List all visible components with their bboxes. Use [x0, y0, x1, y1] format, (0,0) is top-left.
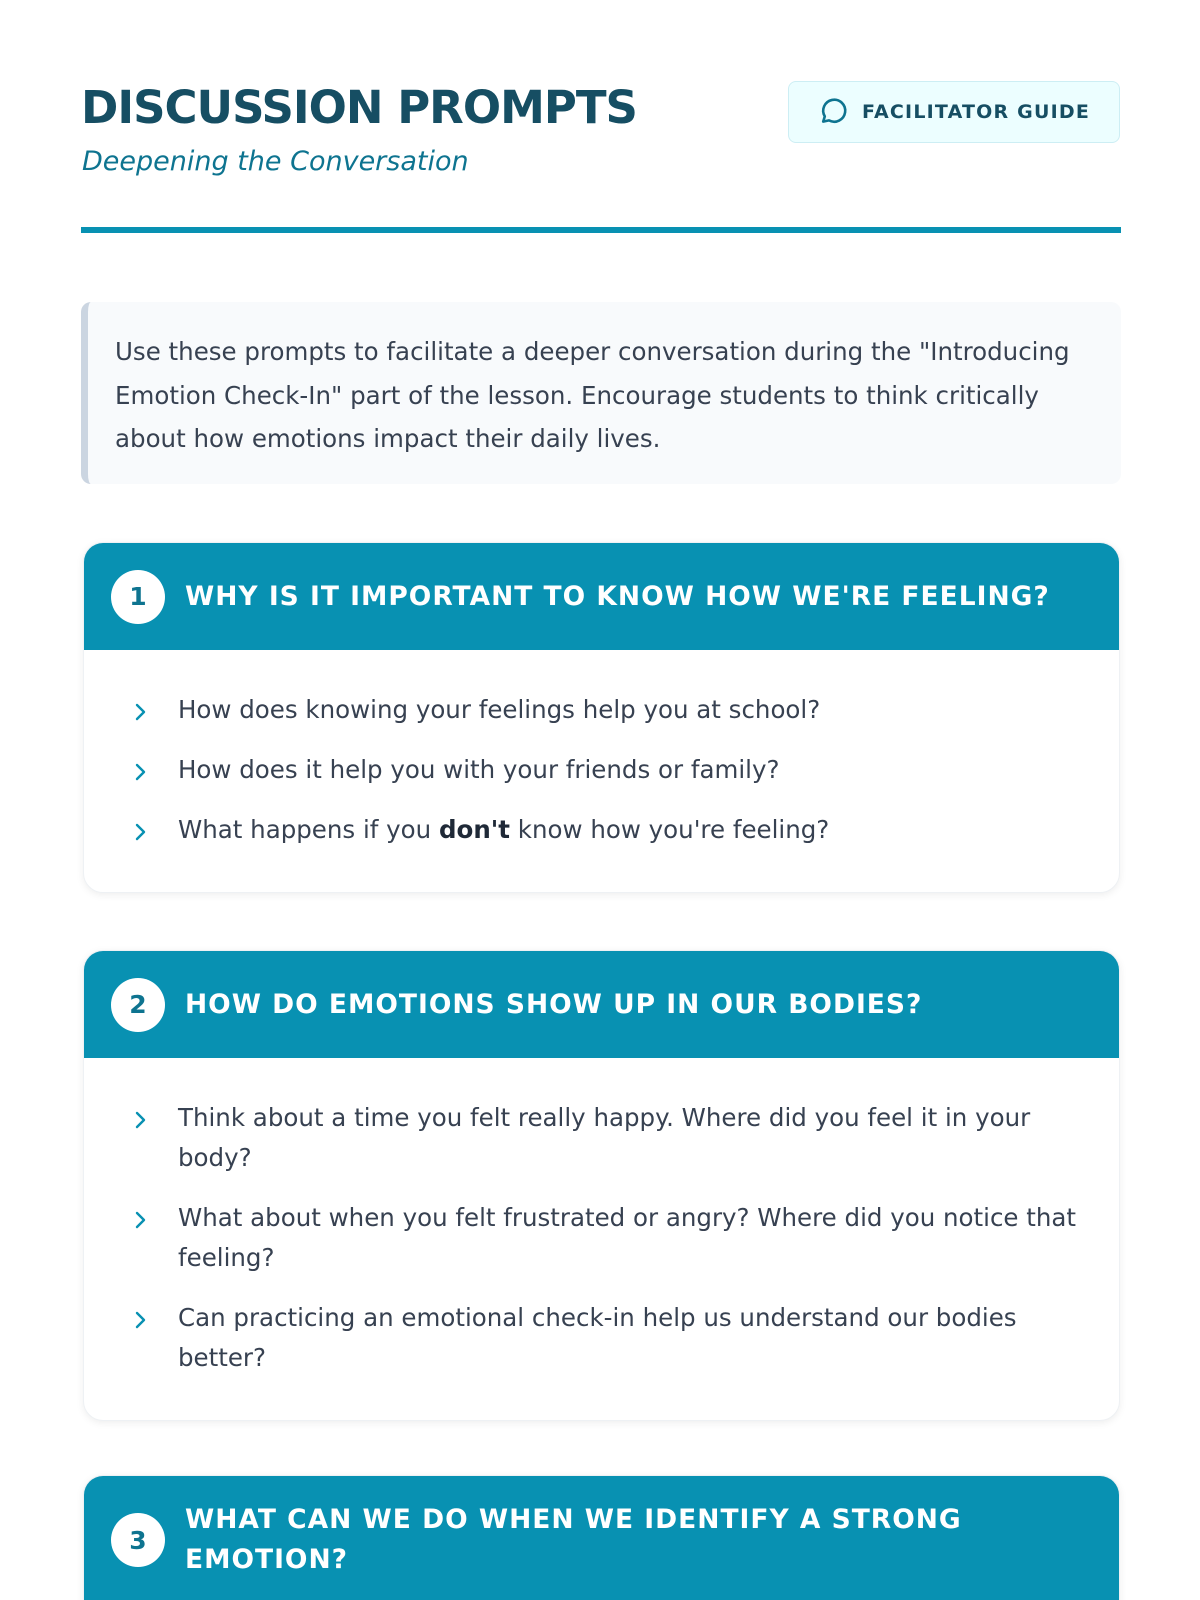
prompt-list [84, 1058, 1119, 1420]
emphasis-text: don't [438, 815, 511, 844]
section-number-badge: 3 [111, 1513, 165, 1567]
chevron-right-icon [134, 1109, 148, 1131]
section-heading: HOW DO EMOTIONS SHOW UP IN OUR BODIES? [185, 988, 923, 1020]
prompt-item: What happens if you don't know how you're feeling? [134, 810, 1079, 850]
page-header [81, 80, 1121, 180]
prompt-card-header [84, 1476, 1119, 1600]
prompt-item: How does knowing your feelings help you at school? [134, 690, 1079, 730]
prompt-card-header [84, 951, 1119, 1058]
prompt-item: What about when you felt frustrated or angry? Where did you notice that feeling? [134, 1198, 1079, 1278]
prompt-card-3 [83, 1475, 1120, 1600]
facilitator-guide-label: FACILITATOR GUIDE [862, 101, 1091, 123]
prompt-card-2 [83, 950, 1120, 1421]
prompt-card-header [84, 543, 1119, 650]
prompt-item: Think about a time you felt really happy. Where did you feel it in your body? [134, 1098, 1079, 1178]
chevron-right-icon [134, 1209, 148, 1231]
title-divider [81, 227, 1121, 233]
prompt-list [84, 650, 1119, 892]
section-heading: WHAT CAN WE DO WHEN WE IDENTIFY A STRONG EMOTION? [185, 1504, 962, 1575]
intro-text: Use these prompts to facilitate a deeper conversation during the "Introducing Emotion Check-In" part of the lesson. Encourage students to think critically about how emotions impact their daily lives. [115, 337, 1070, 453]
page-subtitle: Deepening the Conversation [82, 146, 469, 177]
facilitator-guide-button[interactable] [788, 81, 1120, 143]
section-heading: WHY IS IT IMPORTANT TO KNOW HOW WE'RE FEELING? [185, 580, 1050, 612]
prompt-item: How does it help you with your friends or family? [134, 750, 1079, 790]
prompt-card-1 [83, 542, 1120, 893]
chevron-right-icon [134, 821, 148, 843]
section-number-badge: 2 [111, 978, 165, 1032]
section-number-badge: 1 [111, 570, 165, 624]
page-title: DISCUSSION PROMPTS [81, 81, 637, 134]
intro-callout [81, 302, 1121, 484]
prompt-item: Can practicing an emotional check-in help us understand our bodies better? [134, 1298, 1079, 1378]
chevron-right-icon [134, 1309, 148, 1331]
speech-bubble-icon [816, 95, 850, 129]
chevron-right-icon [134, 761, 148, 783]
chevron-right-icon [134, 701, 148, 723]
